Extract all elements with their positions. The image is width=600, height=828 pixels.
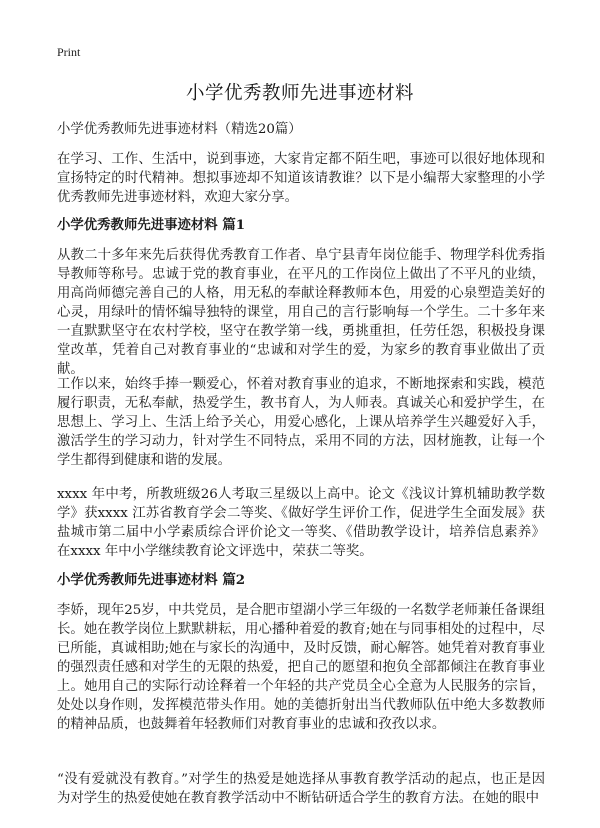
section-1-heading: 小学优秀教师先进事迹材料 篇1 bbox=[57, 217, 246, 233]
section-1-paragraph-2: 工作以来，始终手捧一颗爱心，怀着对教育事业的追求，不断地探索和实践，模范履行职责，无私奉献，热爱学生，教书育人，为人师表。真诚关心和爱护学生，在思想上、学习上、生活上给予关心，用爱心感化，上课从培养学生兴趣爱好入手，激活学生的学习动力，针对学生不同特点，采用不同的方法，因材施教，让每一个学生都得到健康和谐的发展。 bbox=[57, 377, 545, 468]
section-2-paragraph-2: “没有爱就没有教育。”对学生的热爱是她选择从事教育教学活动的起点，也正是因为对学生的热爱使她在教育教学活动中不断钻研适合学生的教育方法。在她的眼中 bbox=[57, 772, 545, 806]
intro-paragraph: 在学习、工作、生活中，说到事迹，大家肯定都不陌生吧，事迹可以很好地体现和宣扬特定的时代精神。想拟事迹却不知道该请教谁？以下是小编帮大家整理的小学优秀教师先进事迹材料，欢迎大家分享。 bbox=[57, 152, 545, 205]
section-1-paragraph-3: xxxx 年中考，所教班级26人考取三星级以上高中。论文《浅议计算机辅助教学数学》获xxxx 江苏省教育学会二等奖、《做好学生评价工作，促进学生全面发展》获盐城市第二届中小学素质综合评价论文一等奖、《借助教学设计，培养信息素养》在xxxx 年中小学继续教育论文评选中，荣获二等奖。 bbox=[57, 487, 545, 559]
document-title: 小学优秀教师先进事迹材料 bbox=[185, 83, 414, 104]
print-link[interactable]: Print bbox=[57, 45, 81, 59]
section-2-paragraph-1: 李娇，现年25岁，中共党员，是合肥市望湖小学三年级的一名数学老师兼任备课组长。她在教学岗位上默默耕耘，用心播种着爱的教育;她在与同事相处的过程中，尽已所能，真诚相助;她在与家长的沟通中，及时反馈，耐心解答。她凭着对教育事业的强烈责任感和对学生的无限的热爱，把自己的愿望和抱负全部都倾注在教育事业上。她用自己的实际行动诠释着一个年轻的共产党员全心全意为人民服务的宗旨，处处以身作则，发挥模范带头作用。她的美德折射出当代教师队伍中绝大多数教师的精神品质，也鼓舞着年轻教师们对教育事业的忠诚和孜孜以求。 bbox=[57, 603, 545, 732]
document-subtitle: 小学优秀教师先进事迹材料（精选20篇） bbox=[57, 122, 302, 137]
section-2-heading: 小学优秀教师先进事迹材料 篇2 bbox=[57, 572, 246, 588]
section-1-paragraph-1: 从教二十多年来先后获得优秀教育工作者、阜宁县青年岗位能手、物理学科优秀指导教师等称号。忠诚于党的教育事业，在平凡的工作岗位上做出了不平凡的业绩，用高尚师德完善自己的人格，用无私的奉献诠释教师本色，用爱的心泉塑造美好的心灵，用绿叶的情怀编导独特的课堂，用自己的言行影响每一个学生。二十多年来一直默默坚守在农村学校，坚守在教学第一线，勇挑重担，任劳任怨，积极投身课堂改革，凭着自己对教育事业的“忠诚和对学生的爱，为家乡的教育事业做出了贡献。 bbox=[57, 248, 545, 377]
